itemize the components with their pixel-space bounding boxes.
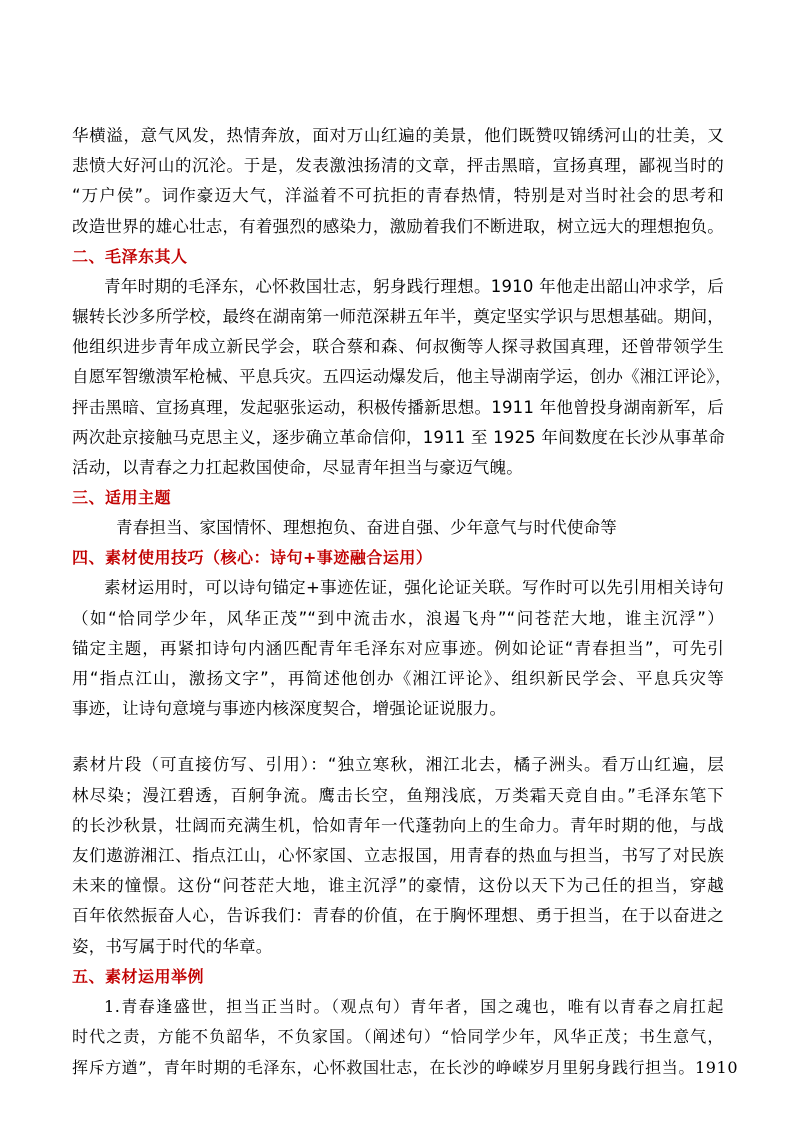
biography-paragraph [72, 272, 732, 483]
section-heading-themes: 三、适用主题 [72, 488, 172, 508]
biography-line-2: 辗转长沙多所学校，最终在湖南第一师范深耕五年半，奠定坚实学识与思想基础。期间， [72, 307, 724, 327]
document-page [72, 121, 739, 1083]
fragment-line-3: 的长沙秋景，壮阔而充满生机，恰如青年一代蓬勃向上的生命力。青年时期的他，与战 [72, 815, 724, 835]
techniques-paragraph [72, 573, 724, 724]
fragment-line-4: 友们遨游湘江、指点江山，心怀家国、立志报国，用青春的热血与担当，书写了对民族 [72, 846, 724, 866]
intro-line-1: 华横溢，意气风发，热情奔放，面对万山红遍的美景，他们既赞叹锦绣河山的壮美，又 [72, 126, 724, 145]
fragment-paragraph [72, 750, 724, 961]
section-heading-biography: 二、毛泽东其人 [72, 246, 188, 266]
techniques-line-3: 锚定主题，再紧扣诗句内涵匹配青年毛泽东对应事迹。例如论证“青春担当”，可先引 [72, 638, 724, 658]
techniques-line-5: 事迹，让诗句意境与事迹内核深度契合，增强论证说服力。 [72, 699, 507, 719]
intro-line-3: “万户侯”。词作豪迈大气，洋溢着不可抗拒的青春热情，特别是对当时社会的思考和 [72, 186, 724, 206]
techniques-line-1: 素材运用时，可以诗句锚定+事迹佐证，强化论证关联。写作时可以先引用相关诗句 [104, 578, 724, 598]
paragraph-gap [72, 724, 724, 750]
fragment-line-7: 姿，书写属于时代的华章。 [72, 936, 273, 956]
intro-line-2: 悲愤大好河山的沉沦。于是，发表激浊扬清的文章，抨击黑暗，宣扬真理，鄙视当时的 [72, 156, 724, 176]
biography-line-4: 自愿军智缴溃军枪械、平息兵灾。五四运动爆发后，他主导湖南学运，创办《湘江评论》， [72, 367, 732, 387]
biography-line-5: 抨击黑暗、宣扬真理，发起驱张运动，积极传播新思想。1911 年他曾投身湖南新军，后 [72, 397, 724, 417]
biography-line-7: 活动，以青春之力扛起救国使命，尽显青年担当与豪迈气魄。 [72, 458, 523, 478]
section-heading-examples: 五、素材运用举例 [72, 966, 205, 986]
biography-line-1: 青年时期的毛泽东，心怀救国壮志，躬身践行理想。1910 年他走出韶山冲求学，后 [104, 276, 724, 296]
biography-line-3: 他组织进步青年成立新民学会，联合蔡和森、何叔衡等人探寻救国真理，还曾带领学生 [72, 337, 724, 357]
intro-paragraph [72, 121, 724, 242]
techniques-line-2: （如“恰同学少年，风华正茂”“到中流击水，浪遏飞舟”“问苍茫大地，谁主沉浮”） [72, 608, 724, 628]
section-heading-techniques: 四、素材使用技巧（核心：诗句+事迹融合运用） [72, 548, 433, 568]
themes-text: 青春担当、家国情怀、理想抱负、奋进自强、少年意气与时代使命等 [116, 518, 617, 538]
fragment-line-2: 林尽染；漫江碧透，百舸争流。鹰击长空，鱼翔浅底，万类霜天竞自由。”毛泽东笔下 [72, 785, 724, 805]
fragment-line-5: 未来的憧憬。这份“问苍茫大地，谁主沉浮”的豪情，这份以天下为己任的担当，穿越 [72, 876, 724, 896]
examples-line-2: 时代之责，方能不负韶华，不负家国。（阐述句）“恰同学少年，风华正茂；书生意气， [72, 1027, 724, 1047]
biography-line-6: 两次赴京接触马克思主义，逐步确立革命信仰，1911 至 1925 年间数度在长沙从事革命 [72, 427, 726, 447]
intro-line-4: 改造世界的雄心壮志，有着强烈的感染力，激励着我们不断进取，树立远大的理想抱负。 [72, 216, 724, 236]
fragment-line-1: 素材片段（可直接仿写、引用）：“独立寒秋，湘江北去，橘子洲头。看万山红遍，层 [72, 755, 724, 775]
techniques-line-4: 用“指点江山，激扬文字”，再简述他创办《湘江评论》、组织新民学会、平息兵灾等 [72, 669, 724, 689]
examples-paragraph [72, 992, 739, 1083]
examples-line-1: 1.青春逢盛世，担当正当时。（观点句）青年者，国之魂也，唯有以青春之肩扛起 [104, 996, 724, 1016]
examples-line-3: 挥斥方遒”，青年时期的毛泽东，心怀救国壮志，在长沙的峥嵘岁月里躬身践行担当。1910 [72, 1057, 739, 1077]
fragment-line-6: 百年依然振奋人心，告诉我们：青春的价值，在于胸怀理想、勇于担当，在于以奋进之 [72, 906, 724, 926]
